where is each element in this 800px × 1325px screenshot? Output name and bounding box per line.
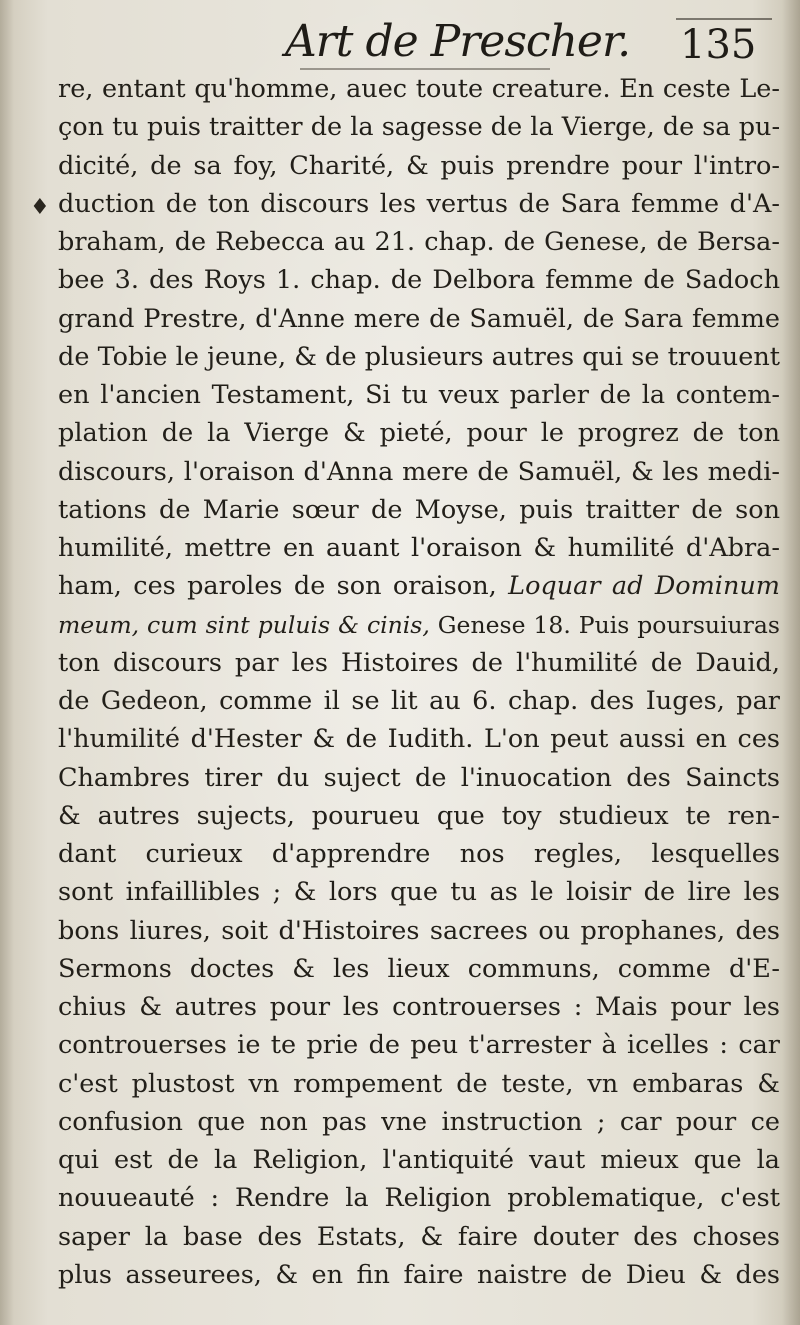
- text-line: plus asseurees, & en fin faire naistre de Dieu & des: [58, 1259, 780, 1290]
- text-line: dicité, de sa foy, Charité, & puis prendre pour l'intro-: [58, 150, 780, 181]
- text-line: Sermons doctes & les lieux communs, comme d'E-: [58, 953, 780, 984]
- text-line: controuerses ie te prie de peu t'arrester à icelles : car: [58, 1030, 780, 1061]
- text-line: tations de Marie sœur de Moyse, puis traitter de son: [58, 494, 780, 525]
- text-line: l'humilité d'Hester & de Iudith. L'on peut aussi en ces: [58, 724, 780, 755]
- text-line: confusion que non pas vne instruction ; car pour ce: [58, 1106, 780, 1137]
- text-line: re, entant qu'homme, auec toute creature. En ceste Le-: [58, 74, 780, 104]
- text-line: bons liures, soit d'Histoires sacrees ou prophanes, des: [58, 915, 780, 946]
- text-line: bee 3. des Roys 1. chap. de Delbora femme de Sadoch: [58, 265, 780, 296]
- margin-mark: ♦: [30, 195, 50, 220]
- text-line: saper la base des Estats, & faire douter des choses: [58, 1221, 780, 1252]
- text-line: c'est plustost vn rompement de teste, vn embaras &: [58, 1068, 780, 1099]
- page-number: 135: [680, 22, 757, 68]
- text-segment: ham, ces paroles de son oraison,: [58, 571, 497, 602]
- text-line: chius & autres pour les controuerses : Mais pour les: [58, 992, 780, 1022]
- text-line: sont infaillibles ; & lors que tu as le loisir de lire les: [58, 877, 780, 908]
- latin-quotation: Loquar ad Dominum: [508, 571, 780, 602]
- running-title: Art de Prescher.: [285, 16, 631, 67]
- text-line: nouueauté : Rendre la Religion problematique, c'est: [58, 1183, 780, 1214]
- latin-quotation: meum, cum sint puluis & cinis,: [58, 610, 430, 639]
- text-line-with-quotation: [58, 606, 780, 644]
- text-line: çon tu puis traitter de la sagesse de la Vierge, de sa pu-: [58, 112, 780, 143]
- text-line: duction de ton discours les vertus de Sara femme d'A-: [58, 188, 780, 219]
- text-line: de Gedeon, comme il se lit au 6. chap. des Iuges, par: [58, 686, 780, 716]
- text-line: ton discours par les Histoires de l'humilité de Dauid,: [58, 647, 780, 678]
- text-line: plation de la Vierge & pieté, pour le progrez de ton: [58, 418, 780, 449]
- page-left-shadow: [0, 0, 14, 1325]
- text-line: braham, de Rebecca au 21. chap. de Genese, de Bersa-: [58, 227, 780, 257]
- text-line-with-quotation: [58, 567, 780, 605]
- text-line: dant curieux d'apprendre nos regles, lesquelles: [58, 839, 780, 869]
- page-right-shadow: [782, 0, 800, 1325]
- text-line: qui est de la Religion, l'antiquité vaut mieux que la: [58, 1145, 780, 1175]
- text-line: grand Prestre, d'Anne mere de Samuël, de Sara femme: [58, 303, 780, 334]
- text-segment: Genese 18. Puis poursuiuras: [437, 610, 780, 639]
- text-line: Chambres tirer du suject de l'inuocation des Saincts: [58, 762, 780, 793]
- text-line: de Tobie le jeune, & de plusieurs autres qui se trouuent: [58, 341, 780, 372]
- page-header: [0, 10, 800, 78]
- text-line: & autres sujects, pourueu que toy studieux te ren-: [58, 800, 780, 831]
- body-text: [58, 70, 780, 1294]
- text-line: en l'ancien Testament, Si tu veux parler de la contem-: [58, 380, 780, 410]
- text-line: humilité, mettre en auant l'oraison & humilité d'Abra-: [58, 533, 780, 563]
- text-line: discours, l'oraison d'Anna mere de Samuël, & les medi-: [58, 456, 780, 487]
